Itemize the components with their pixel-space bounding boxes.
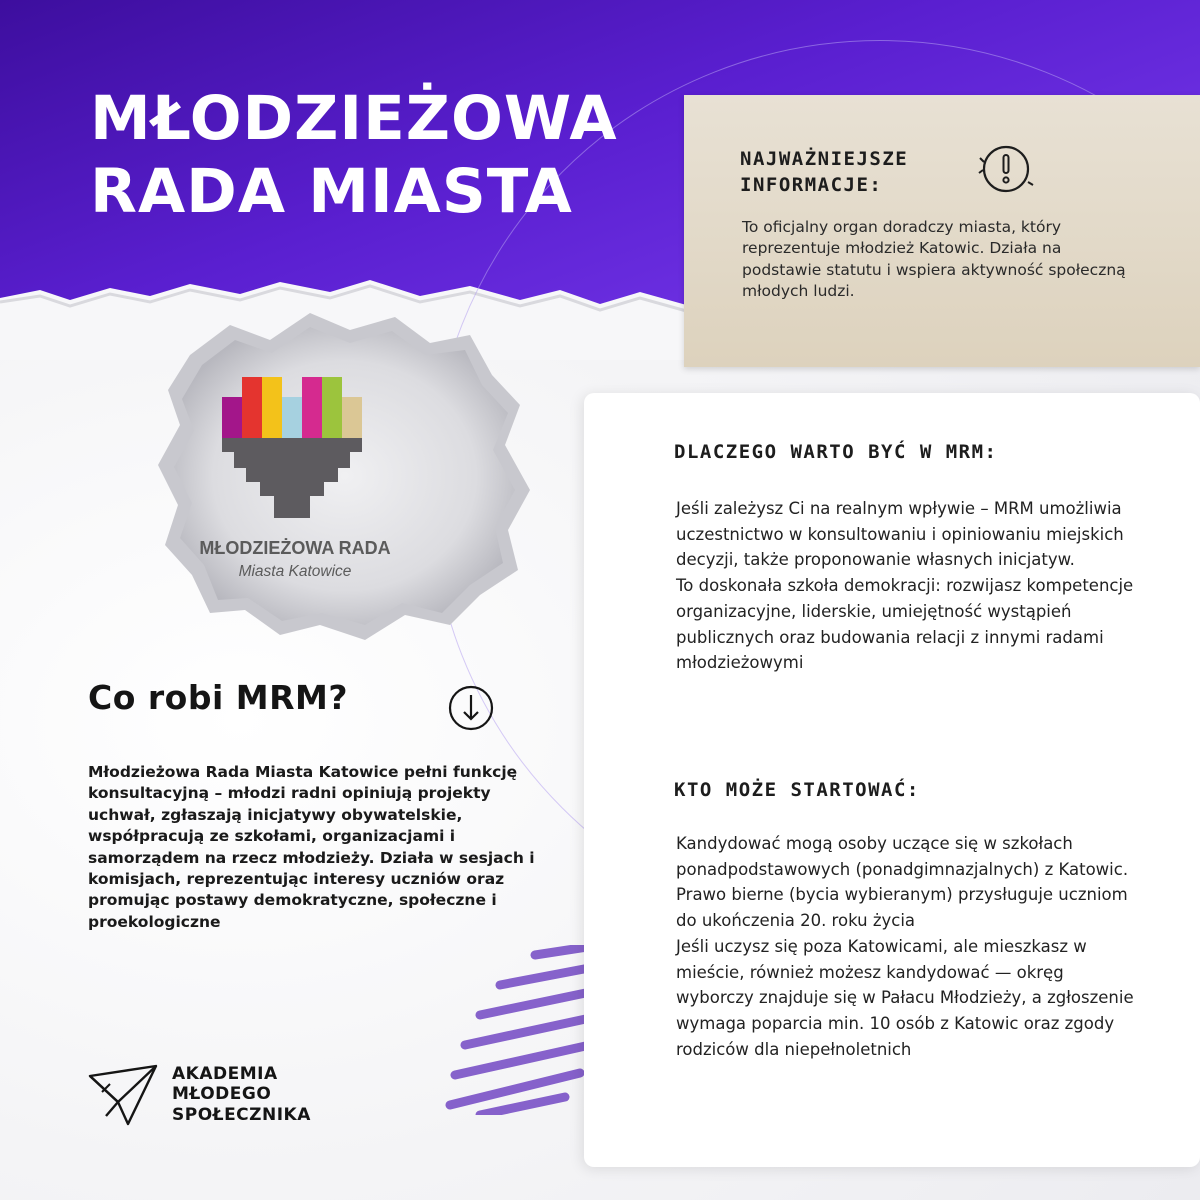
info-text: To oficjalny organ doradczy miasta, który reprezentuje młodzież Katowic. Działa na podstawie statutu i wspiera aktywność społeczną młodych ludzi. — [742, 218, 1126, 301]
why-text: Jeśli zależysz Ci na realnym wpływie – MRM umożliwia uczestnictwo w konsultowaniu i opiniowaniu miejskich decyzji, także proponowanie własnych inicjatyw. To doskonała szkoła demokracji: rozwijasz kompetencje organizacyjne, liderskie, umiejętność wystąpień publicznych oraz budowania relacji z innymi radami młodzieżowymi — [676, 499, 1134, 673]
brand-line-3: SPOŁECZNIKA — [172, 1104, 311, 1125]
alert-exclamation-icon — [977, 140, 1035, 198]
logo-subtitle: Miasta Katowice — [238, 563, 352, 580]
arrow-down-circle-icon — [446, 683, 496, 733]
title-line-2: RADA MIASTA — [90, 156, 573, 228]
brand-line-1: AKADEMIA — [172, 1064, 278, 1084]
info-card — [684, 95, 1200, 367]
logo-title: MŁODZIEŻOWA RADA — [199, 538, 391, 558]
who-heading: KTO MOŻE STARTOWAĆ: — [674, 779, 920, 801]
title-line-1: MŁODZIEŻOWA — [90, 83, 618, 154]
what-text: Młodzieżowa Rada Miasta Katowice pełni funkcję konsultacyjną – młodzi radni opiniują projekty uchwał, zgłaszają inicjatywy obywatelskie, współpracują ze szkołami, organizacjami i samorządem na rzecz młodzieży. Działa w sesjach i komisjach, reprezentując interesy uczniów oraz promując postawy demokratyczne, społeczne i proekologiczne — [88, 763, 535, 931]
what-heading: Co robi MRM? — [88, 678, 348, 717]
details-card — [584, 393, 1200, 1167]
info-heading-line-2: INFORMACJE: — [740, 173, 883, 196]
why-heading: DLACZEGO WARTO BYĆ W MRM: — [674, 441, 998, 463]
paper-plane-icon — [88, 1064, 158, 1126]
who-text: Kandydować mogą osoby uczące się w szkołach ponadpodstawowych (ponadgimnazjalnych) z Katowic. Prawo bierne (bycia wybieranym) przysługuje uczniom do ukończenia 20. roku życia Jeśli uczysz się poza Katowicami, ale mieszkasz w mieście, również możesz kandydować — okręg wyborczy znajduje się w Pałacu Młodzieży, a zgłoszenie wymaga poparcia min. 10 osób z Katowic oraz zgody rodziców dla niepełnoletnich — [676, 834, 1134, 1059]
brand-line-2: MŁODEGO — [172, 1084, 272, 1105]
brand-name — [172, 1064, 311, 1125]
page-title — [90, 82, 650, 228]
info-heading — [740, 147, 980, 198]
mrm-logo-mark — [222, 372, 372, 522]
info-heading-line-1: NAJWAŻNIEJSZE — [740, 148, 909, 170]
